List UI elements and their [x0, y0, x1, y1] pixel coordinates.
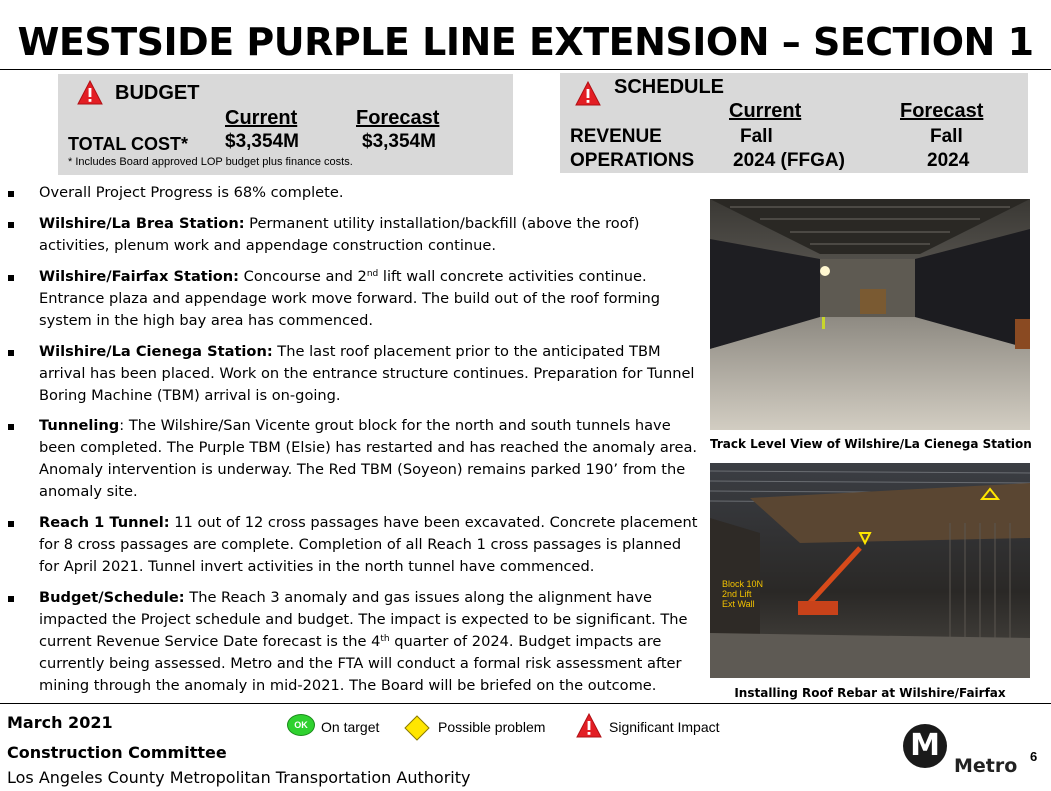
- bullet-marker: [8, 424, 14, 430]
- bullet-marker: [8, 596, 14, 602]
- warning-triangle-icon: [575, 81, 601, 107]
- title-divider: [0, 69, 1051, 70]
- bullet-marker: [8, 521, 14, 527]
- ok-circle-icon: OK: [287, 714, 315, 736]
- schedule-current-line1: Fall: [740, 126, 773, 147]
- bullet-text: Permanent utility installation/backfill (above the roof) activities, plenum work and appendage construction continue.: [39, 215, 640, 254]
- agency-name: Los Angeles County Metropolitan Transportation Authority: [7, 768, 471, 787]
- budget-forecast-value: $3,354M: [362, 131, 436, 152]
- photo-overlay-label: Ext Wall: [722, 599, 755, 609]
- bullet-text: quarter of 2024. Budget impacts are currently being assessed. Metro and the FTA will conduct a formal risk assessment after mining through the anomaly in mid-2021. The Board will be briefed on the outcome.: [39, 633, 682, 694]
- revenue-label: REVENUE: [570, 126, 662, 147]
- photo-caption-fairfax: Installing Roof Rebar at Wilshire/Fairfax: [734, 686, 1006, 700]
- schedule-forecast-header: Forecast: [900, 100, 984, 122]
- bullet-lead: Wilshire/Fairfax Station:: [39, 268, 240, 285]
- bullet-lead: Wilshire/La Cienega Station:: [39, 343, 273, 360]
- schedule-panel: [560, 73, 1028, 173]
- legend-significant-impact: Significant Impact: [609, 719, 720, 735]
- warning-triangle-icon: [77, 80, 103, 106]
- bullet-text: Concourse and 2: [239, 268, 367, 285]
- bullet-superscript: th: [380, 634, 390, 644]
- bullet-text: : The Wilshire/San Vicente grout block for the north and south tunnels have been completed. The Purple TBM (Elsie) has restarted and has reached the anomaly area. Anomaly intervention is underway. The Red TBM (Soyeon) remains parked 190’ from the anomaly site.: [39, 417, 698, 500]
- page-title: WESTSIDE PURPLE LINE EXTENSION – SECTION 1: [17, 20, 1034, 64]
- bullet-text: Overall Project Progress is 68% complete.: [39, 184, 344, 201]
- report-date: March 2021: [7, 713, 113, 732]
- bullet-marker: [8, 350, 14, 356]
- bullet-marker: [8, 191, 14, 197]
- schedule-current-line2: 2024 (FFGA): [733, 150, 845, 171]
- metro-logo-icon: M: [903, 724, 947, 768]
- metro-wordmark: Metro: [954, 755, 1018, 777]
- schedule-current-header: Current: [729, 100, 802, 122]
- photo-overlay-label: 2nd Lift: [722, 589, 752, 599]
- bullet-text: 11 out of 12 cross passages have been excavated. Concrete placement for 8 cross passages are complete. Completion of all Reach 1 cross passages is planned for April 2021. Tunnel invert activities in the north tunnel have commenced.: [39, 514, 698, 575]
- schedule-heading: SCHEDULE: [614, 76, 725, 98]
- bullet-text: lift wall concrete activities continue. Entrance plaza and appendage work move forward. The build out of the roof forming system in the high bay area has commenced.: [39, 268, 661, 329]
- photo-overlay-label: Block 10N: [722, 579, 764, 589]
- legend-possible-problem: Possible problem: [438, 719, 546, 735]
- operations-label: OPERATIONS: [570, 150, 695, 171]
- la-cienega-station-photo: [710, 199, 1030, 430]
- committee-name: Construction Committee: [7, 743, 227, 762]
- bullet-text: The last roof placement prior to the anticipated TBM arrival has been placed. Work on the entrance structure continues. Preparation for Tunnel Boring Machine (TBM) arrival is on-going.: [39, 343, 695, 404]
- bullet-text: The Reach 3 anomaly and gas issues along the alignment have impacted the Project schedule and budget. The impact is expected to be significant. The current Revenue Service Date forecast is the 4: [39, 589, 688, 650]
- yellow-diamond-icon: [404, 715, 430, 741]
- budget-panel: [58, 74, 513, 175]
- budget-heading: BUDGET: [115, 82, 200, 104]
- bullet-marker: [8, 275, 14, 281]
- bullet-marker: [8, 222, 14, 228]
- bullet-lead: Budget/Schedule:: [39, 589, 185, 606]
- legend-on-target: On target: [321, 719, 380, 735]
- schedule-forecast-line1: Fall: [930, 126, 963, 147]
- red-triangle-icon: [576, 713, 602, 739]
- bullet-lead: Tunneling: [39, 417, 120, 434]
- total-cost-label: TOTAL COST*: [68, 134, 189, 154]
- bullet-lead: Wilshire/La Brea Station:: [39, 215, 245, 232]
- bullet-lead: Reach 1 Tunnel:: [39, 514, 170, 531]
- photo-caption-la-cienega: Track Level View of Wilshire/La Cienega Station: [710, 437, 1032, 451]
- budget-footnote: * Includes Board approved LOP budget plus finance costs.: [68, 156, 353, 168]
- schedule-forecast-line2: 2024: [927, 150, 970, 171]
- footer-divider: [0, 703, 1051, 704]
- budget-current-header: Current: [225, 107, 298, 129]
- page-number: 6: [1030, 749, 1038, 764]
- fairfax-rebar-photo: [710, 463, 1030, 678]
- budget-current-value: $3,354M: [225, 131, 299, 152]
- budget-forecast-header: Forecast: [356, 107, 440, 129]
- bullet-superscript: nd: [366, 269, 379, 279]
